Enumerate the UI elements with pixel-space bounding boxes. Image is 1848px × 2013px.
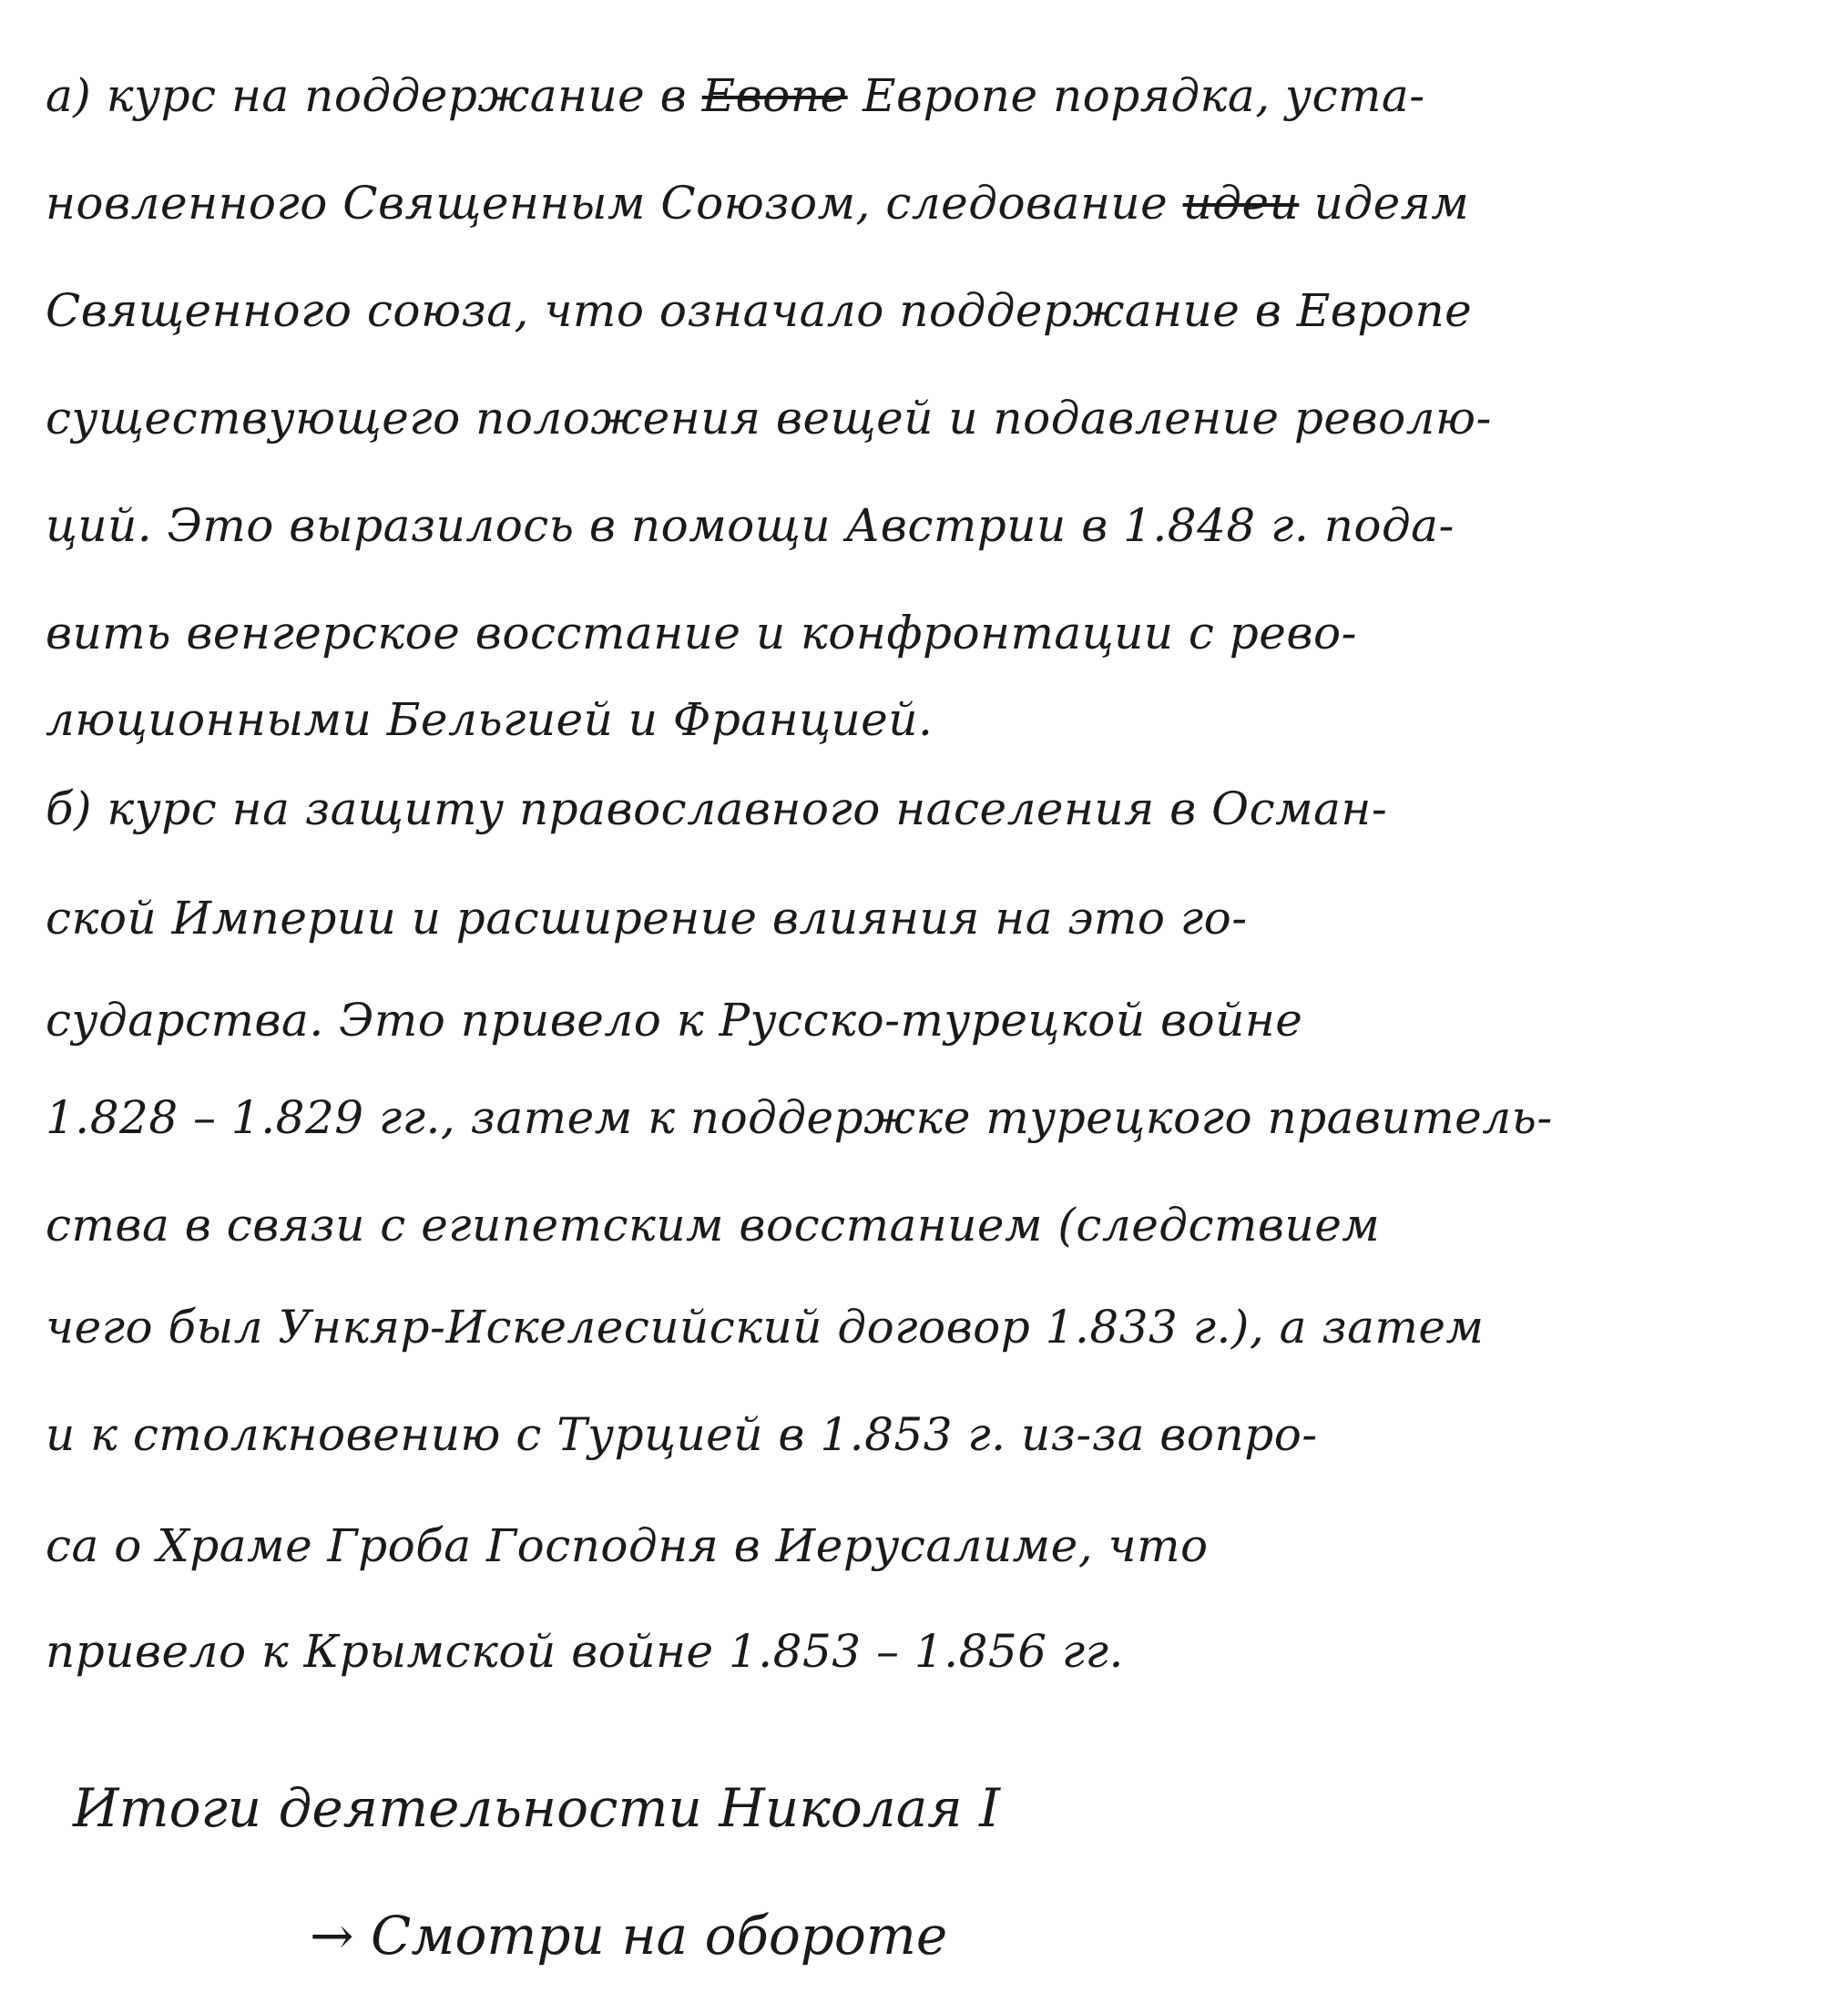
struck-word: Евопе [701,69,848,122]
section-a-line-1 [46,55,1794,137]
section-b-line-7: и к столкновению с Турцией в 1.853 г. из-за вопро- [46,1408,1318,1461]
section-a-line-2 [46,162,1794,244]
text-segment: новленного Священным Союзом, следование [46,177,1183,230]
summary-reference [310,1890,1676,1981]
section-b-line-3: сударства. Это привело к Русско-турецкой войне [46,994,1303,1047]
text-segment: а) курс на поддержание в [46,69,702,122]
section-b-line-5: ства в связи с египетским восстанием (следствием [46,1199,1381,1252]
section-b-line-8: са о Храме Гроба Господня в Иерусалиме, что [46,1519,1209,1572]
section-a-line-6: вить венгерское восстание и конфронтации с рево- [46,607,1357,659]
section-b-line-4: 1.828 – 1.829 гг., затем к поддержке турецкого правитель- [46,1091,1553,1144]
summary-reference-text: Смотри на обороте [371,1905,948,1967]
section-a-line-5: ций. Это выразилось в помощи Австрии в 1.848 г. пода- [46,499,1455,552]
arrow-right-icon: → [310,1905,354,1967]
text-segment: идеям [1299,177,1470,230]
section-b-line-2: ской Империи и расширение влияния на это го- [46,892,1248,945]
section-a-line-3: Священного союза, что означало поддержание в Европе [46,284,1473,337]
section-b-line-6: чего был Ункяр-Искелесийский договор 1.833 г.), а затем [46,1301,1485,1354]
section-b-line-9: привело к Крымской войне 1.853 – 1.856 гг. [46,1625,1124,1678]
summary-title: Итоги деятельности Николая I [73,1777,1001,1839]
struck-word: идеи [1182,177,1300,230]
section-a-line-7: люционными Бельгией и Францией. [46,693,934,746]
text-segment: Европе порядка, уста- [847,69,1425,122]
section-a-line-4: существующего положения вещей и подавление револю- [46,392,1492,444]
section-b-line-1: б) курс на защиту православного населения в Осман- [46,782,1388,835]
